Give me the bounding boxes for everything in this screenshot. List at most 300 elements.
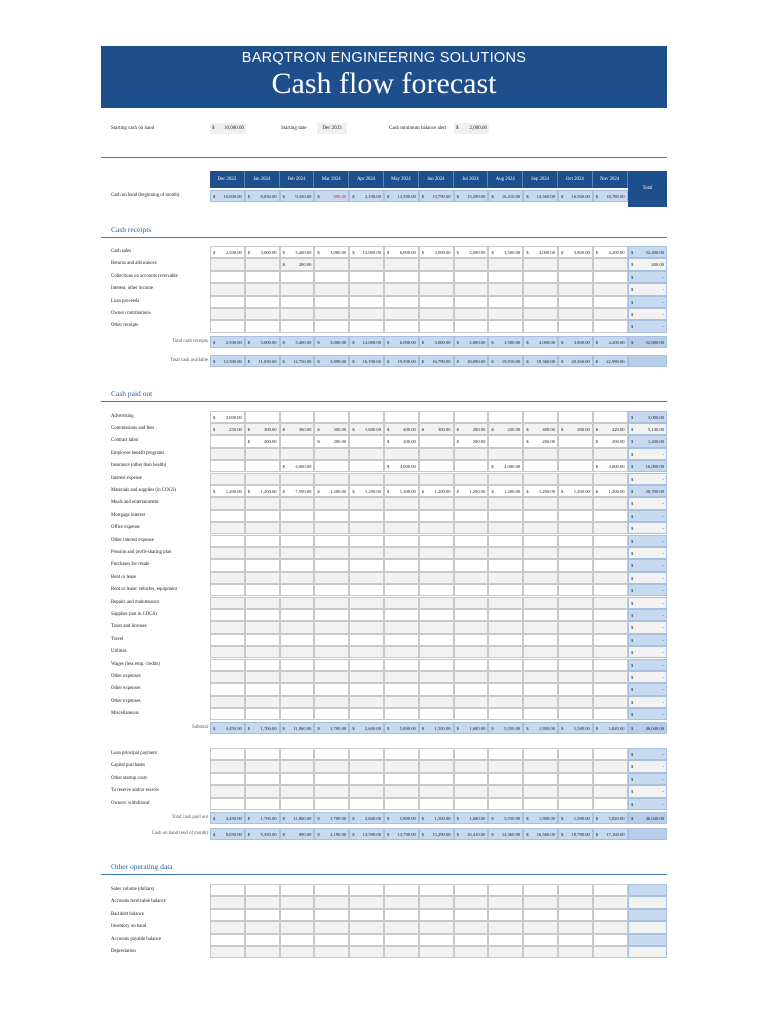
table-cell[interactable]	[593, 485, 628, 497]
table-cell[interactable]	[245, 659, 280, 671]
table-cell[interactable]	[593, 708, 628, 720]
table-cell[interactable]	[210, 921, 245, 933]
table-cell[interactable]	[210, 296, 245, 308]
table-cell[interactable]	[349, 909, 384, 921]
table-cell[interactable]	[245, 411, 280, 423]
table-cell[interactable]	[384, 659, 419, 671]
table-cell[interactable]	[384, 621, 419, 633]
table-cell[interactable]	[523, 760, 558, 772]
table-cell[interactable]	[488, 921, 523, 933]
table-cell[interactable]	[558, 460, 593, 472]
table-cell[interactable]	[488, 411, 523, 423]
table-cell[interactable]	[523, 435, 558, 447]
table-cell[interactable]	[245, 435, 280, 447]
table-cell[interactable]	[280, 828, 315, 840]
table-cell[interactable]	[488, 336, 523, 348]
table-cell[interactable]	[558, 708, 593, 720]
table-cell[interactable]	[210, 510, 245, 522]
table-cell[interactable]	[245, 320, 280, 332]
table-cell[interactable]	[384, 485, 419, 497]
table-cell[interactable]	[454, 435, 489, 447]
table-cell[interactable]	[593, 547, 628, 559]
table-cell[interactable]	[523, 448, 558, 460]
table-cell[interactable]	[558, 485, 593, 497]
table-cell[interactable]	[349, 547, 384, 559]
table-cell[interactable]	[488, 473, 523, 485]
table-cell[interactable]	[523, 535, 558, 547]
table-cell[interactable]	[280, 708, 315, 720]
table-cell[interactable]	[523, 722, 558, 734]
table-cell[interactable]	[523, 522, 558, 534]
table-cell[interactable]	[454, 448, 489, 460]
table-cell[interactable]	[210, 634, 245, 646]
table-cell[interactable]	[454, 597, 489, 609]
table-cell[interactable]	[419, 696, 454, 708]
table-cell[interactable]	[558, 190, 593, 202]
table-cell[interactable]	[245, 934, 280, 946]
table-cell[interactable]	[210, 798, 245, 810]
table-cell[interactable]	[349, 884, 384, 896]
table-cell[interactable]	[419, 646, 454, 658]
table-cell[interactable]	[454, 921, 489, 933]
table-cell[interactable]	[384, 320, 419, 332]
table-cell[interactable]	[454, 411, 489, 423]
table-cell[interactable]	[280, 646, 315, 658]
table-cell[interactable]	[314, 497, 349, 509]
table-cell[interactable]	[419, 760, 454, 772]
table-cell[interactable]	[210, 246, 245, 258]
table-cell[interactable]	[314, 884, 349, 896]
table-cell[interactable]	[488, 597, 523, 609]
table-cell[interactable]	[523, 921, 558, 933]
table-cell[interactable]	[280, 609, 315, 621]
table-cell[interactable]	[419, 522, 454, 534]
table-cell[interactable]	[593, 355, 628, 367]
table-cell[interactable]	[314, 934, 349, 946]
table-cell[interactable]	[280, 460, 315, 472]
table-cell[interactable]	[558, 785, 593, 797]
table-cell[interactable]	[558, 258, 593, 270]
table-cell[interactable]	[314, 271, 349, 283]
table-cell[interactable]	[558, 320, 593, 332]
table-cell[interactable]	[384, 683, 419, 695]
table-cell[interactable]	[593, 535, 628, 547]
table-cell[interactable]	[419, 411, 454, 423]
table-cell[interactable]	[558, 671, 593, 683]
table-cell[interactable]	[210, 411, 245, 423]
table-cell[interactable]	[593, 609, 628, 621]
table-cell[interactable]	[280, 271, 315, 283]
table-cell[interactable]	[210, 884, 245, 896]
table-cell[interactable]	[488, 934, 523, 946]
table-cell[interactable]	[523, 584, 558, 596]
table-cell[interactable]	[523, 572, 558, 584]
table-cell[interactable]	[523, 708, 558, 720]
table-cell[interactable]	[419, 296, 454, 308]
table-cell[interactable]	[593, 246, 628, 258]
table-cell[interactable]	[593, 671, 628, 683]
table-cell[interactable]	[280, 246, 315, 258]
table-cell[interactable]	[349, 659, 384, 671]
table-cell[interactable]	[314, 659, 349, 671]
table-cell[interactable]	[523, 190, 558, 202]
table-cell[interactable]	[384, 510, 419, 522]
table-cell[interactable]	[523, 460, 558, 472]
table-cell[interactable]	[488, 896, 523, 908]
table-cell[interactable]	[523, 559, 558, 571]
table-cell[interactable]	[523, 683, 558, 695]
table-cell[interactable]	[558, 909, 593, 921]
table-cell[interactable]	[488, 283, 523, 295]
table-cell[interactable]	[593, 510, 628, 522]
table-cell[interactable]	[488, 559, 523, 571]
table-cell[interactable]	[210, 646, 245, 658]
table-cell[interactable]	[245, 760, 280, 772]
table-cell[interactable]	[488, 785, 523, 797]
table-cell[interactable]	[419, 683, 454, 695]
table-cell[interactable]	[419, 671, 454, 683]
table-cell[interactable]	[349, 460, 384, 472]
table-cell[interactable]	[349, 785, 384, 797]
table-cell[interactable]	[454, 336, 489, 348]
table-cell[interactable]	[314, 535, 349, 547]
table-cell[interactable]	[210, 460, 245, 472]
table-cell[interactable]	[558, 798, 593, 810]
table-cell[interactable]	[280, 634, 315, 646]
table-cell[interactable]	[245, 190, 280, 202]
table-cell[interactable]	[245, 609, 280, 621]
table-cell[interactable]	[454, 748, 489, 760]
table-cell[interactable]	[314, 748, 349, 760]
table-cell[interactable]	[593, 946, 628, 958]
table-cell[interactable]	[419, 621, 454, 633]
table-cell[interactable]	[384, 646, 419, 658]
table-cell[interactable]	[280, 934, 315, 946]
table-cell[interactable]	[210, 271, 245, 283]
table-cell[interactable]	[314, 812, 349, 824]
table-cell[interactable]	[245, 336, 280, 348]
table-cell[interactable]	[488, 460, 523, 472]
table-cell[interactable]	[558, 584, 593, 596]
table-cell[interactable]	[314, 828, 349, 840]
table-cell[interactable]	[419, 308, 454, 320]
table-cell[interactable]	[314, 760, 349, 772]
table-cell[interactable]	[488, 190, 523, 202]
table-cell[interactable]	[454, 828, 489, 840]
table-cell[interactable]	[349, 296, 384, 308]
table-cell[interactable]	[593, 296, 628, 308]
table-cell[interactable]	[558, 773, 593, 785]
table-cell[interactable]	[488, 423, 523, 435]
table-cell[interactable]	[210, 708, 245, 720]
table-cell[interactable]	[210, 497, 245, 509]
table-cell[interactable]	[384, 473, 419, 485]
table-cell[interactable]	[593, 621, 628, 633]
table-cell[interactable]	[384, 828, 419, 840]
table-cell[interactable]	[280, 621, 315, 633]
table-cell[interactable]	[558, 760, 593, 772]
table-cell[interactable]	[454, 683, 489, 695]
table-cell[interactable]	[245, 559, 280, 571]
table-cell[interactable]	[210, 722, 245, 734]
table-cell[interactable]	[454, 708, 489, 720]
table-cell[interactable]	[593, 258, 628, 270]
table-cell[interactable]	[454, 296, 489, 308]
table-cell[interactable]	[488, 271, 523, 283]
table-cell[interactable]	[210, 896, 245, 908]
table-cell[interactable]	[384, 773, 419, 785]
table-cell[interactable]	[454, 547, 489, 559]
table-cell[interactable]	[593, 522, 628, 534]
table-cell[interactable]	[384, 448, 419, 460]
table-cell[interactable]	[419, 535, 454, 547]
table-cell[interactable]	[314, 423, 349, 435]
table-cell[interactable]	[314, 946, 349, 958]
table-cell[interactable]	[488, 435, 523, 447]
table-cell[interactable]	[384, 423, 419, 435]
table-cell[interactable]	[523, 946, 558, 958]
table-cell[interactable]	[245, 773, 280, 785]
table-cell[interactable]	[349, 473, 384, 485]
starting-date-field[interactable]: Dec 2023	[317, 123, 347, 134]
table-cell[interactable]	[419, 659, 454, 671]
table-cell[interactable]	[454, 559, 489, 571]
table-cell[interactable]	[384, 671, 419, 683]
table-cell[interactable]	[419, 584, 454, 596]
table-cell[interactable]	[454, 510, 489, 522]
table-cell[interactable]	[488, 760, 523, 772]
table-cell[interactable]	[419, 559, 454, 571]
table-cell[interactable]	[523, 884, 558, 896]
table-cell[interactable]	[454, 190, 489, 202]
table-cell[interactable]	[419, 423, 454, 435]
table-cell[interactable]	[314, 547, 349, 559]
table-cell[interactable]	[558, 748, 593, 760]
table-cell[interactable]	[523, 896, 558, 908]
table-cell[interactable]	[593, 336, 628, 348]
table-cell[interactable]	[523, 696, 558, 708]
table-cell[interactable]	[488, 683, 523, 695]
table-cell[interactable]	[384, 785, 419, 797]
table-cell[interactable]	[245, 696, 280, 708]
table-cell[interactable]	[384, 355, 419, 367]
table-cell[interactable]	[349, 584, 384, 596]
table-cell[interactable]	[593, 646, 628, 658]
table-cell[interactable]	[349, 510, 384, 522]
table-cell[interactable]	[210, 760, 245, 772]
table-cell[interactable]	[280, 748, 315, 760]
table-cell[interactable]	[454, 634, 489, 646]
table-cell[interactable]	[523, 934, 558, 946]
table-cell[interactable]	[454, 522, 489, 534]
table-cell[interactable]	[280, 572, 315, 584]
table-cell[interactable]	[454, 258, 489, 270]
table-cell[interactable]	[558, 659, 593, 671]
table-cell[interactable]	[245, 921, 280, 933]
table-cell[interactable]	[523, 634, 558, 646]
table-cell[interactable]	[419, 320, 454, 332]
table-cell[interactable]	[593, 812, 628, 824]
table-cell[interactable]	[593, 896, 628, 908]
table-cell[interactable]	[454, 423, 489, 435]
table-cell[interactable]	[523, 510, 558, 522]
table-cell[interactable]	[280, 258, 315, 270]
table-cell[interactable]	[384, 559, 419, 571]
table-cell[interactable]	[558, 683, 593, 695]
table-cell[interactable]	[280, 798, 315, 810]
table-cell[interactable]	[558, 355, 593, 367]
table-cell[interactable]	[314, 510, 349, 522]
table-cell[interactable]	[280, 336, 315, 348]
table-cell[interactable]	[384, 634, 419, 646]
table-cell[interactable]	[245, 722, 280, 734]
table-cell[interactable]	[349, 773, 384, 785]
table-cell[interactable]	[280, 760, 315, 772]
table-cell[interactable]	[558, 634, 593, 646]
table-cell[interactable]	[210, 473, 245, 485]
table-cell[interactable]	[454, 722, 489, 734]
table-cell[interactable]	[314, 411, 349, 423]
table-cell[interactable]	[314, 572, 349, 584]
table-cell[interactable]	[245, 535, 280, 547]
table-cell[interactable]	[384, 708, 419, 720]
table-cell[interactable]	[349, 497, 384, 509]
table-cell[interactable]	[558, 609, 593, 621]
table-cell[interactable]	[280, 423, 315, 435]
table-cell[interactable]	[558, 547, 593, 559]
table-cell[interactable]	[280, 535, 315, 547]
table-cell[interactable]	[488, 609, 523, 621]
table-cell[interactable]	[245, 621, 280, 633]
table-cell[interactable]	[558, 411, 593, 423]
table-cell[interactable]	[245, 485, 280, 497]
table-cell[interactable]	[384, 535, 419, 547]
table-cell[interactable]	[593, 760, 628, 772]
table-cell[interactable]	[454, 621, 489, 633]
table-cell[interactable]	[419, 460, 454, 472]
table-cell[interactable]	[558, 696, 593, 708]
table-cell[interactable]	[384, 934, 419, 946]
table-cell[interactable]	[314, 473, 349, 485]
table-cell[interactable]	[593, 460, 628, 472]
table-cell[interactable]	[314, 921, 349, 933]
table-cell[interactable]	[523, 320, 558, 332]
table-cell[interactable]	[523, 609, 558, 621]
table-cell[interactable]	[488, 812, 523, 824]
table-cell[interactable]	[593, 190, 628, 202]
table-cell[interactable]	[349, 597, 384, 609]
table-cell[interactable]	[210, 435, 245, 447]
table-cell[interactable]	[593, 884, 628, 896]
table-cell[interactable]	[384, 308, 419, 320]
table-cell[interactable]	[245, 708, 280, 720]
table-cell[interactable]	[558, 722, 593, 734]
min-balance-field[interactable]	[454, 123, 489, 134]
table-cell[interactable]	[384, 246, 419, 258]
table-cell[interactable]	[314, 435, 349, 447]
table-cell[interactable]	[454, 812, 489, 824]
table-cell[interactable]	[314, 597, 349, 609]
table-cell[interactable]	[314, 708, 349, 720]
table-cell[interactable]	[349, 572, 384, 584]
table-cell[interactable]	[593, 934, 628, 946]
table-cell[interactable]	[419, 934, 454, 946]
table-cell[interactable]	[314, 773, 349, 785]
table-cell[interactable]	[488, 773, 523, 785]
table-cell[interactable]	[558, 934, 593, 946]
table-cell[interactable]	[593, 572, 628, 584]
table-cell[interactable]	[314, 683, 349, 695]
table-cell[interactable]	[488, 646, 523, 658]
table-cell[interactable]	[488, 296, 523, 308]
table-cell[interactable]	[593, 411, 628, 423]
table-cell[interactable]	[419, 547, 454, 559]
table-cell[interactable]	[349, 798, 384, 810]
table-cell[interactable]	[523, 355, 558, 367]
table-cell[interactable]	[280, 671, 315, 683]
table-cell[interactable]	[384, 760, 419, 772]
table-cell[interactable]	[210, 812, 245, 824]
table-cell[interactable]	[349, 646, 384, 658]
table-cell[interactable]	[349, 634, 384, 646]
table-cell[interactable]	[523, 812, 558, 824]
table-cell[interactable]	[523, 646, 558, 658]
table-cell[interactable]	[558, 473, 593, 485]
table-cell[interactable]	[280, 320, 315, 332]
table-cell[interactable]	[384, 336, 419, 348]
table-cell[interactable]	[245, 547, 280, 559]
table-cell[interactable]	[210, 773, 245, 785]
table-cell[interactable]	[454, 773, 489, 785]
table-cell[interactable]	[419, 355, 454, 367]
table-cell[interactable]	[280, 659, 315, 671]
table-cell[interactable]	[593, 320, 628, 332]
table-cell[interactable]	[280, 921, 315, 933]
table-cell[interactable]	[523, 336, 558, 348]
table-cell[interactable]	[558, 510, 593, 522]
table-cell[interactable]	[558, 559, 593, 571]
table-cell[interactable]	[488, 696, 523, 708]
table-cell[interactable]	[488, 671, 523, 683]
table-cell[interactable]	[349, 671, 384, 683]
table-cell[interactable]	[593, 584, 628, 596]
table-cell[interactable]	[280, 696, 315, 708]
table-cell[interactable]	[384, 497, 419, 509]
table-cell[interactable]	[280, 296, 315, 308]
table-cell[interactable]	[280, 411, 315, 423]
table-cell[interactable]	[210, 283, 245, 295]
table-cell[interactable]	[419, 336, 454, 348]
table-cell[interactable]	[210, 308, 245, 320]
table-cell[interactable]	[523, 621, 558, 633]
table-cell[interactable]	[280, 473, 315, 485]
table-cell[interactable]	[454, 785, 489, 797]
table-cell[interactable]	[349, 485, 384, 497]
table-cell[interactable]	[245, 798, 280, 810]
table-cell[interactable]	[314, 336, 349, 348]
table-cell[interactable]	[349, 190, 384, 202]
table-cell[interactable]	[593, 828, 628, 840]
table-cell[interactable]	[419, 798, 454, 810]
table-cell[interactable]	[245, 271, 280, 283]
table-cell[interactable]	[210, 828, 245, 840]
table-cell[interactable]	[210, 909, 245, 921]
table-cell[interactable]	[593, 634, 628, 646]
table-cell[interactable]	[593, 271, 628, 283]
table-cell[interactable]	[245, 597, 280, 609]
table-cell[interactable]	[593, 659, 628, 671]
table-cell[interactable]	[523, 485, 558, 497]
